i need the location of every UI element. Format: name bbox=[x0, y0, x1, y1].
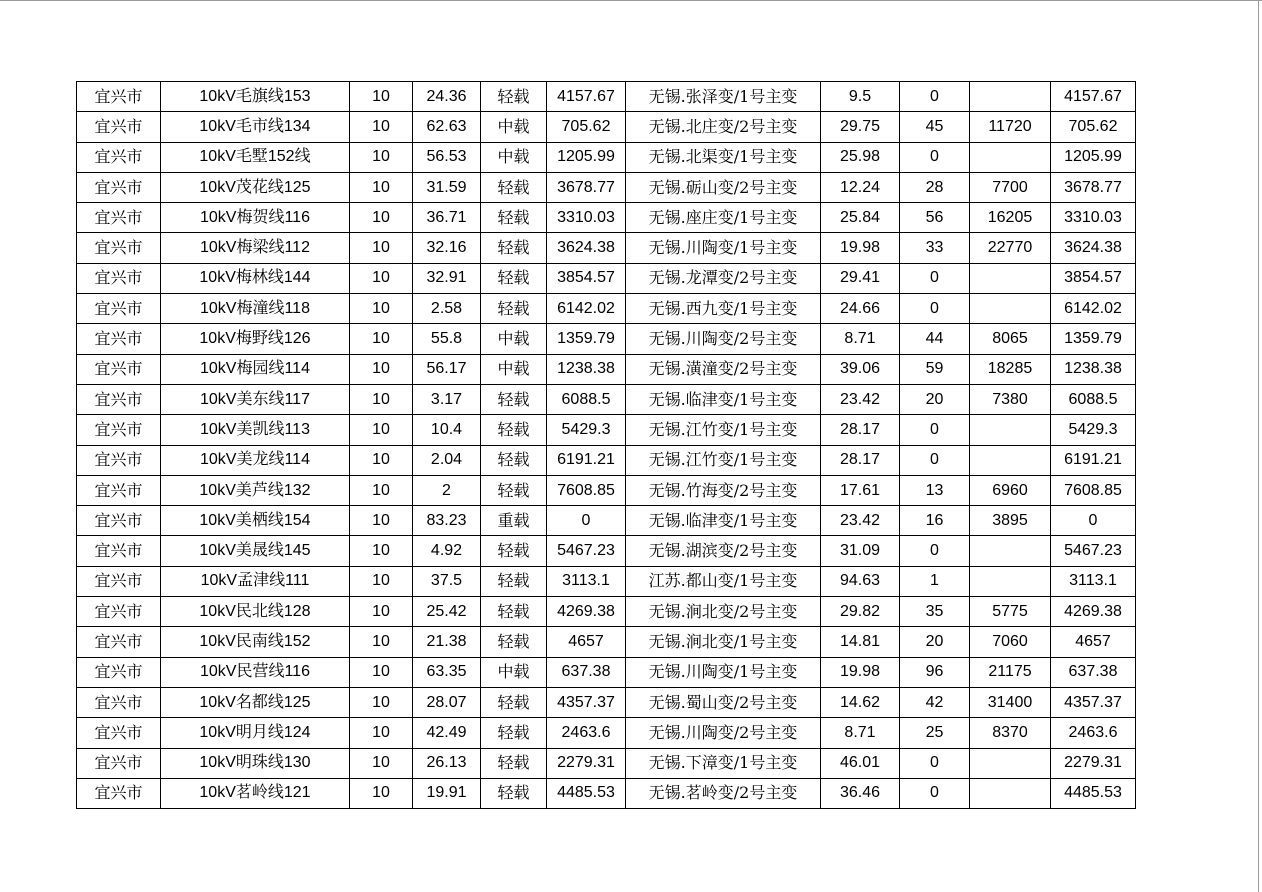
count-cell: 13 bbox=[900, 475, 970, 505]
available-capacity-cell: 3310.03 bbox=[547, 203, 626, 233]
load-status-cell: 中载 bbox=[481, 354, 547, 384]
load-status-cell: 轻载 bbox=[481, 203, 547, 233]
voltage-cell: 10 bbox=[350, 778, 413, 808]
transformer-load-cell: 31.09 bbox=[821, 536, 900, 566]
load-status-cell: 轻载 bbox=[481, 415, 547, 445]
line-name-cell: 10kV梅贺线116 bbox=[161, 203, 350, 233]
city-cell: 宜兴市 bbox=[77, 203, 161, 233]
transformer-cell: 无锡.下漳变/1号主变 bbox=[626, 748, 821, 778]
load-rate-cell: 32.16 bbox=[413, 233, 481, 263]
load-status-cell: 轻载 bbox=[481, 597, 547, 627]
available-capacity-cell: 2279.31 bbox=[547, 748, 626, 778]
count-cell: 0 bbox=[900, 778, 970, 808]
load-status-cell: 中载 bbox=[481, 657, 547, 687]
city-cell: 宜兴市 bbox=[77, 536, 161, 566]
load-rate-cell: 62.63 bbox=[413, 112, 481, 142]
load-rate-cell: 26.13 bbox=[413, 748, 481, 778]
transformer-cell: 无锡.川陶变/2号主变 bbox=[626, 718, 821, 748]
transformer-load-cell: 39.06 bbox=[821, 354, 900, 384]
line-name-cell: 10kV美栖线154 bbox=[161, 506, 350, 536]
transformer-load-cell: 36.46 bbox=[821, 778, 900, 808]
city-cell: 宜兴市 bbox=[77, 112, 161, 142]
count-cell: 0 bbox=[900, 445, 970, 475]
capacity-cell: 18285 bbox=[970, 354, 1051, 384]
capacity-cell: 8065 bbox=[970, 324, 1051, 354]
remaining-capacity-cell: 3624.38 bbox=[1051, 233, 1136, 263]
load-rate-cell: 10.4 bbox=[413, 415, 481, 445]
load-rate-cell: 36.71 bbox=[413, 203, 481, 233]
load-rate-cell: 4.92 bbox=[413, 536, 481, 566]
table-row bbox=[77, 203, 1136, 233]
transformer-load-cell: 19.98 bbox=[821, 233, 900, 263]
city-cell: 宜兴市 bbox=[77, 566, 161, 596]
voltage-cell: 10 bbox=[350, 445, 413, 475]
city-cell: 宜兴市 bbox=[77, 597, 161, 627]
load-status-cell: 轻载 bbox=[481, 566, 547, 596]
line-name-cell: 10kV茗岭线121 bbox=[161, 778, 350, 808]
capacity-cell bbox=[970, 415, 1051, 445]
available-capacity-cell: 3854.57 bbox=[547, 263, 626, 293]
line-name-cell: 10kV美芦线132 bbox=[161, 475, 350, 505]
capacity-cell: 8370 bbox=[970, 718, 1051, 748]
available-capacity-cell: 3624.38 bbox=[547, 233, 626, 263]
transformer-cell: 无锡.湖滨变/2号主变 bbox=[626, 536, 821, 566]
count-cell: 0 bbox=[900, 748, 970, 778]
available-capacity-cell: 1238.38 bbox=[547, 354, 626, 384]
available-capacity-cell: 4657 bbox=[547, 627, 626, 657]
line-name-cell: 10kV民营线116 bbox=[161, 657, 350, 687]
transformer-cell: 无锡.川陶变/2号主变 bbox=[626, 324, 821, 354]
count-cell: 28 bbox=[900, 172, 970, 202]
table-body bbox=[77, 82, 1136, 809]
available-capacity-cell: 705.62 bbox=[547, 112, 626, 142]
load-status-cell: 轻载 bbox=[481, 536, 547, 566]
count-cell: 16 bbox=[900, 506, 970, 536]
table-row bbox=[77, 142, 1136, 172]
remaining-capacity-cell: 4657 bbox=[1051, 627, 1136, 657]
page-edge-top bbox=[0, 0, 1262, 1]
transformer-load-cell: 14.62 bbox=[821, 687, 900, 717]
line-name-cell: 10kV梅野线126 bbox=[161, 324, 350, 354]
load-rate-cell: 21.38 bbox=[413, 627, 481, 657]
load-status-cell: 中载 bbox=[481, 112, 547, 142]
load-status-cell: 轻载 bbox=[481, 627, 547, 657]
transformer-load-cell: 28.17 bbox=[821, 445, 900, 475]
remaining-capacity-cell: 1205.99 bbox=[1051, 142, 1136, 172]
line-name-cell: 10kV明珠线130 bbox=[161, 748, 350, 778]
table-row bbox=[77, 415, 1136, 445]
load-rate-cell: 2.58 bbox=[413, 294, 481, 324]
table-row bbox=[77, 778, 1136, 808]
remaining-capacity-cell: 637.38 bbox=[1051, 657, 1136, 687]
load-rate-cell: 25.42 bbox=[413, 597, 481, 627]
voltage-cell: 10 bbox=[350, 475, 413, 505]
line-name-cell: 10kV茂花线125 bbox=[161, 172, 350, 202]
count-cell: 20 bbox=[900, 384, 970, 414]
count-cell: 1 bbox=[900, 566, 970, 596]
line-name-cell: 10kV美凯线113 bbox=[161, 415, 350, 445]
table-row bbox=[77, 718, 1136, 748]
load-status-cell: 轻载 bbox=[481, 233, 547, 263]
transformer-load-cell: 19.98 bbox=[821, 657, 900, 687]
available-capacity-cell: 3678.77 bbox=[547, 172, 626, 202]
table-row bbox=[77, 384, 1136, 414]
city-cell: 宜兴市 bbox=[77, 415, 161, 445]
city-cell: 宜兴市 bbox=[77, 627, 161, 657]
line-name-cell: 10kV美东线117 bbox=[161, 384, 350, 414]
voltage-cell: 10 bbox=[350, 172, 413, 202]
capacity-cell bbox=[970, 445, 1051, 475]
load-rate-cell: 37.5 bbox=[413, 566, 481, 596]
capacity-cell bbox=[970, 748, 1051, 778]
load-status-cell: 轻载 bbox=[481, 445, 547, 475]
city-cell: 宜兴市 bbox=[77, 172, 161, 202]
count-cell: 44 bbox=[900, 324, 970, 354]
load-rate-cell: 28.07 bbox=[413, 687, 481, 717]
load-status-cell: 轻载 bbox=[481, 778, 547, 808]
table-row bbox=[77, 657, 1136, 687]
voltage-cell: 10 bbox=[350, 536, 413, 566]
voltage-cell: 10 bbox=[350, 324, 413, 354]
table-row bbox=[77, 263, 1136, 293]
capacity-cell bbox=[970, 778, 1051, 808]
count-cell: 0 bbox=[900, 294, 970, 324]
table-row bbox=[77, 566, 1136, 596]
remaining-capacity-cell: 3113.1 bbox=[1051, 566, 1136, 596]
transformer-load-cell: 25.84 bbox=[821, 203, 900, 233]
city-cell: 宜兴市 bbox=[77, 657, 161, 687]
count-cell: 96 bbox=[900, 657, 970, 687]
transformer-load-cell: 9.5 bbox=[821, 82, 900, 112]
transformer-cell: 无锡.潢潼变/2号主变 bbox=[626, 354, 821, 384]
transformer-load-cell: 8.71 bbox=[821, 324, 900, 354]
count-cell: 33 bbox=[900, 233, 970, 263]
city-cell: 宜兴市 bbox=[77, 506, 161, 536]
remaining-capacity-cell: 3678.77 bbox=[1051, 172, 1136, 202]
table-row bbox=[77, 324, 1136, 354]
count-cell: 20 bbox=[900, 627, 970, 657]
line-name-cell: 10kV美龙线114 bbox=[161, 445, 350, 475]
transformer-cell: 无锡.江竹变/1号主变 bbox=[626, 415, 821, 445]
available-capacity-cell: 5467.23 bbox=[547, 536, 626, 566]
capacity-cell bbox=[970, 142, 1051, 172]
city-cell: 宜兴市 bbox=[77, 778, 161, 808]
transformer-cell: 无锡.竹海变/2号主变 bbox=[626, 475, 821, 505]
available-capacity-cell: 7608.85 bbox=[547, 475, 626, 505]
voltage-cell: 10 bbox=[350, 506, 413, 536]
voltage-cell: 10 bbox=[350, 233, 413, 263]
table-row bbox=[77, 536, 1136, 566]
transformer-cell: 无锡.砺山变/2号主变 bbox=[626, 172, 821, 202]
city-cell: 宜兴市 bbox=[77, 475, 161, 505]
available-capacity-cell: 2463.6 bbox=[547, 718, 626, 748]
capacity-cell bbox=[970, 263, 1051, 293]
load-rate-cell: 55.8 bbox=[413, 324, 481, 354]
remaining-capacity-cell: 1359.79 bbox=[1051, 324, 1136, 354]
line-name-cell: 10kV毛市线134 bbox=[161, 112, 350, 142]
voltage-cell: 10 bbox=[350, 294, 413, 324]
line-name-cell: 10kV毛旗线153 bbox=[161, 82, 350, 112]
load-status-cell: 轻载 bbox=[481, 384, 547, 414]
transformer-load-cell: 29.41 bbox=[821, 263, 900, 293]
transformer-load-cell: 94.63 bbox=[821, 566, 900, 596]
available-capacity-cell: 0 bbox=[547, 506, 626, 536]
transformer-load-cell: 28.17 bbox=[821, 415, 900, 445]
voltage-cell: 10 bbox=[350, 687, 413, 717]
city-cell: 宜兴市 bbox=[77, 445, 161, 475]
load-rate-cell: 42.49 bbox=[413, 718, 481, 748]
table-row bbox=[77, 445, 1136, 475]
count-cell: 0 bbox=[900, 415, 970, 445]
remaining-capacity-cell: 2463.6 bbox=[1051, 718, 1136, 748]
remaining-capacity-cell: 1238.38 bbox=[1051, 354, 1136, 384]
available-capacity-cell: 6088.5 bbox=[547, 384, 626, 414]
line-name-cell: 10kV梅梁线112 bbox=[161, 233, 350, 263]
table-row bbox=[77, 506, 1136, 536]
transformer-cell: 无锡.座庄变/1号主变 bbox=[626, 203, 821, 233]
line-name-cell: 10kV名都线125 bbox=[161, 687, 350, 717]
transformer-cell: 无锡.北渠变/1号主变 bbox=[626, 142, 821, 172]
remaining-capacity-cell: 4485.53 bbox=[1051, 778, 1136, 808]
table-row bbox=[77, 687, 1136, 717]
line-name-cell: 10kV梅园线114 bbox=[161, 354, 350, 384]
remaining-capacity-cell: 6088.5 bbox=[1051, 384, 1136, 414]
line-name-cell: 10kV梅潼线118 bbox=[161, 294, 350, 324]
city-cell: 宜兴市 bbox=[77, 687, 161, 717]
line-name-cell: 10kV美晟线145 bbox=[161, 536, 350, 566]
capacity-cell: 31400 bbox=[970, 687, 1051, 717]
capacity-cell: 11720 bbox=[970, 112, 1051, 142]
available-capacity-cell: 5429.3 bbox=[547, 415, 626, 445]
line-name-cell: 10kV孟津线111 bbox=[161, 566, 350, 596]
city-cell: 宜兴市 bbox=[77, 384, 161, 414]
transformer-load-cell: 23.42 bbox=[821, 384, 900, 414]
table-row bbox=[77, 233, 1136, 263]
transformer-cell: 无锡.西九变/1号主变 bbox=[626, 294, 821, 324]
available-capacity-cell: 6142.02 bbox=[547, 294, 626, 324]
page-edge-right bbox=[1258, 0, 1259, 892]
voltage-cell: 10 bbox=[350, 263, 413, 293]
load-status-cell: 轻载 bbox=[481, 172, 547, 202]
voltage-cell: 10 bbox=[350, 142, 413, 172]
remaining-capacity-cell: 0 bbox=[1051, 506, 1136, 536]
load-rate-cell: 83.23 bbox=[413, 506, 481, 536]
voltage-cell: 10 bbox=[350, 627, 413, 657]
remaining-capacity-cell: 5467.23 bbox=[1051, 536, 1136, 566]
city-cell: 宜兴市 bbox=[77, 142, 161, 172]
load-status-cell: 轻载 bbox=[481, 294, 547, 324]
transformer-cell: 江苏.都山变/1号主变 bbox=[626, 566, 821, 596]
available-capacity-cell: 4269.38 bbox=[547, 597, 626, 627]
available-capacity-cell: 4157.67 bbox=[547, 82, 626, 112]
transformer-load-cell: 14.81 bbox=[821, 627, 900, 657]
capacity-cell: 21175 bbox=[970, 657, 1051, 687]
transformer-load-cell: 24.66 bbox=[821, 294, 900, 324]
count-cell: 0 bbox=[900, 142, 970, 172]
transformer-cell: 无锡.张泽变/1号主变 bbox=[626, 82, 821, 112]
available-capacity-cell: 4357.37 bbox=[547, 687, 626, 717]
table-row bbox=[77, 597, 1136, 627]
load-rate-cell: 31.59 bbox=[413, 172, 481, 202]
table-row bbox=[77, 475, 1136, 505]
capacity-cell: 16205 bbox=[970, 203, 1051, 233]
remaining-capacity-cell: 4269.38 bbox=[1051, 597, 1136, 627]
table-row bbox=[77, 354, 1136, 384]
count-cell: 25 bbox=[900, 718, 970, 748]
transformer-load-cell: 29.75 bbox=[821, 112, 900, 142]
load-rate-cell: 56.53 bbox=[413, 142, 481, 172]
capacity-cell bbox=[970, 82, 1051, 112]
capacity-cell bbox=[970, 566, 1051, 596]
count-cell: 0 bbox=[900, 536, 970, 566]
load-rate-cell: 32.91 bbox=[413, 263, 481, 293]
capacity-cell: 3895 bbox=[970, 506, 1051, 536]
transformer-load-cell: 25.98 bbox=[821, 142, 900, 172]
city-cell: 宜兴市 bbox=[77, 263, 161, 293]
load-rate-cell: 56.17 bbox=[413, 354, 481, 384]
voltage-cell: 10 bbox=[350, 354, 413, 384]
transformer-cell: 无锡.临津变/1号主变 bbox=[626, 384, 821, 414]
available-capacity-cell: 4485.53 bbox=[547, 778, 626, 808]
city-cell: 宜兴市 bbox=[77, 718, 161, 748]
count-cell: 56 bbox=[900, 203, 970, 233]
count-cell: 45 bbox=[900, 112, 970, 142]
transformer-cell: 无锡.临津变/1号主变 bbox=[626, 506, 821, 536]
line-name-cell: 10kV明月线124 bbox=[161, 718, 350, 748]
capacity-cell: 22770 bbox=[970, 233, 1051, 263]
count-cell: 0 bbox=[900, 82, 970, 112]
remaining-capacity-cell: 3854.57 bbox=[1051, 263, 1136, 293]
voltage-cell: 10 bbox=[350, 566, 413, 596]
city-cell: 宜兴市 bbox=[77, 324, 161, 354]
transformer-cell: 无锡.北庄变/2号主变 bbox=[626, 112, 821, 142]
available-capacity-cell: 1205.99 bbox=[547, 142, 626, 172]
city-cell: 宜兴市 bbox=[77, 748, 161, 778]
capacity-cell: 5775 bbox=[970, 597, 1051, 627]
load-status-cell: 轻载 bbox=[481, 687, 547, 717]
count-cell: 0 bbox=[900, 263, 970, 293]
available-capacity-cell: 3113.1 bbox=[547, 566, 626, 596]
load-rate-cell: 19.91 bbox=[413, 778, 481, 808]
available-capacity-cell: 637.38 bbox=[547, 657, 626, 687]
voltage-cell: 10 bbox=[350, 657, 413, 687]
table-row bbox=[77, 172, 1136, 202]
load-status-cell: 中载 bbox=[481, 324, 547, 354]
remaining-capacity-cell: 5429.3 bbox=[1051, 415, 1136, 445]
voltage-cell: 10 bbox=[350, 203, 413, 233]
capacity-cell bbox=[970, 536, 1051, 566]
table-row bbox=[77, 82, 1136, 112]
transformer-cell: 无锡.龙潭变/2号主变 bbox=[626, 263, 821, 293]
transformer-load-cell: 8.71 bbox=[821, 718, 900, 748]
transformer-cell: 无锡.川陶变/1号主变 bbox=[626, 657, 821, 687]
table-row bbox=[77, 294, 1136, 324]
spreadsheet-page bbox=[76, 81, 1136, 809]
voltage-cell: 10 bbox=[350, 112, 413, 142]
transformer-load-cell: 46.01 bbox=[821, 748, 900, 778]
transformer-cell: 无锡.茗岭变/2号主变 bbox=[626, 778, 821, 808]
load-status-cell: 轻载 bbox=[481, 718, 547, 748]
transformer-cell: 无锡.江竹变/1号主变 bbox=[626, 445, 821, 475]
load-status-cell: 轻载 bbox=[481, 748, 547, 778]
transformer-cell: 无锡.蜀山变/2号主变 bbox=[626, 687, 821, 717]
load-status-cell: 中载 bbox=[481, 142, 547, 172]
load-rate-cell: 3.17 bbox=[413, 384, 481, 414]
transformer-load-cell: 12.24 bbox=[821, 172, 900, 202]
remaining-capacity-cell: 705.62 bbox=[1051, 112, 1136, 142]
city-cell: 宜兴市 bbox=[77, 82, 161, 112]
transformer-cell: 无锡.涧北变/1号主变 bbox=[626, 627, 821, 657]
transformer-load-cell: 29.82 bbox=[821, 597, 900, 627]
feeder-load-table bbox=[76, 81, 1136, 809]
city-cell: 宜兴市 bbox=[77, 294, 161, 324]
line-name-cell: 10kV民北线128 bbox=[161, 597, 350, 627]
load-status-cell: 重载 bbox=[481, 506, 547, 536]
capacity-cell: 6960 bbox=[970, 475, 1051, 505]
city-cell: 宜兴市 bbox=[77, 354, 161, 384]
load-rate-cell: 24.36 bbox=[413, 82, 481, 112]
load-rate-cell: 63.35 bbox=[413, 657, 481, 687]
voltage-cell: 10 bbox=[350, 384, 413, 414]
load-rate-cell: 2.04 bbox=[413, 445, 481, 475]
remaining-capacity-cell: 4157.67 bbox=[1051, 82, 1136, 112]
line-name-cell: 10kV毛墅152线 bbox=[161, 142, 350, 172]
table-row bbox=[77, 112, 1136, 142]
remaining-capacity-cell: 6191.21 bbox=[1051, 445, 1136, 475]
load-status-cell: 轻载 bbox=[481, 263, 547, 293]
count-cell: 35 bbox=[900, 597, 970, 627]
transformer-cell: 无锡.涧北变/2号主变 bbox=[626, 597, 821, 627]
load-status-cell: 轻载 bbox=[481, 82, 547, 112]
capacity-cell: 7380 bbox=[970, 384, 1051, 414]
capacity-cell: 7700 bbox=[970, 172, 1051, 202]
line-name-cell: 10kV民南线152 bbox=[161, 627, 350, 657]
remaining-capacity-cell: 4357.37 bbox=[1051, 687, 1136, 717]
voltage-cell: 10 bbox=[350, 748, 413, 778]
city-cell: 宜兴市 bbox=[77, 233, 161, 263]
voltage-cell: 10 bbox=[350, 82, 413, 112]
load-status-cell: 轻载 bbox=[481, 475, 547, 505]
available-capacity-cell: 6191.21 bbox=[547, 445, 626, 475]
voltage-cell: 10 bbox=[350, 415, 413, 445]
line-name-cell: 10kV梅林线144 bbox=[161, 263, 350, 293]
load-rate-cell: 2 bbox=[413, 475, 481, 505]
remaining-capacity-cell: 7608.85 bbox=[1051, 475, 1136, 505]
capacity-cell: 7060 bbox=[970, 627, 1051, 657]
available-capacity-cell: 1359.79 bbox=[547, 324, 626, 354]
capacity-cell bbox=[970, 294, 1051, 324]
remaining-capacity-cell: 6142.02 bbox=[1051, 294, 1136, 324]
voltage-cell: 10 bbox=[350, 597, 413, 627]
table-row bbox=[77, 748, 1136, 778]
count-cell: 59 bbox=[900, 354, 970, 384]
remaining-capacity-cell: 3310.03 bbox=[1051, 203, 1136, 233]
transformer-cell: 无锡.川陶变/1号主变 bbox=[626, 233, 821, 263]
remaining-capacity-cell: 2279.31 bbox=[1051, 748, 1136, 778]
count-cell: 42 bbox=[900, 687, 970, 717]
transformer-load-cell: 23.42 bbox=[821, 506, 900, 536]
voltage-cell: 10 bbox=[350, 718, 413, 748]
transformer-load-cell: 17.61 bbox=[821, 475, 900, 505]
table-row bbox=[77, 627, 1136, 657]
